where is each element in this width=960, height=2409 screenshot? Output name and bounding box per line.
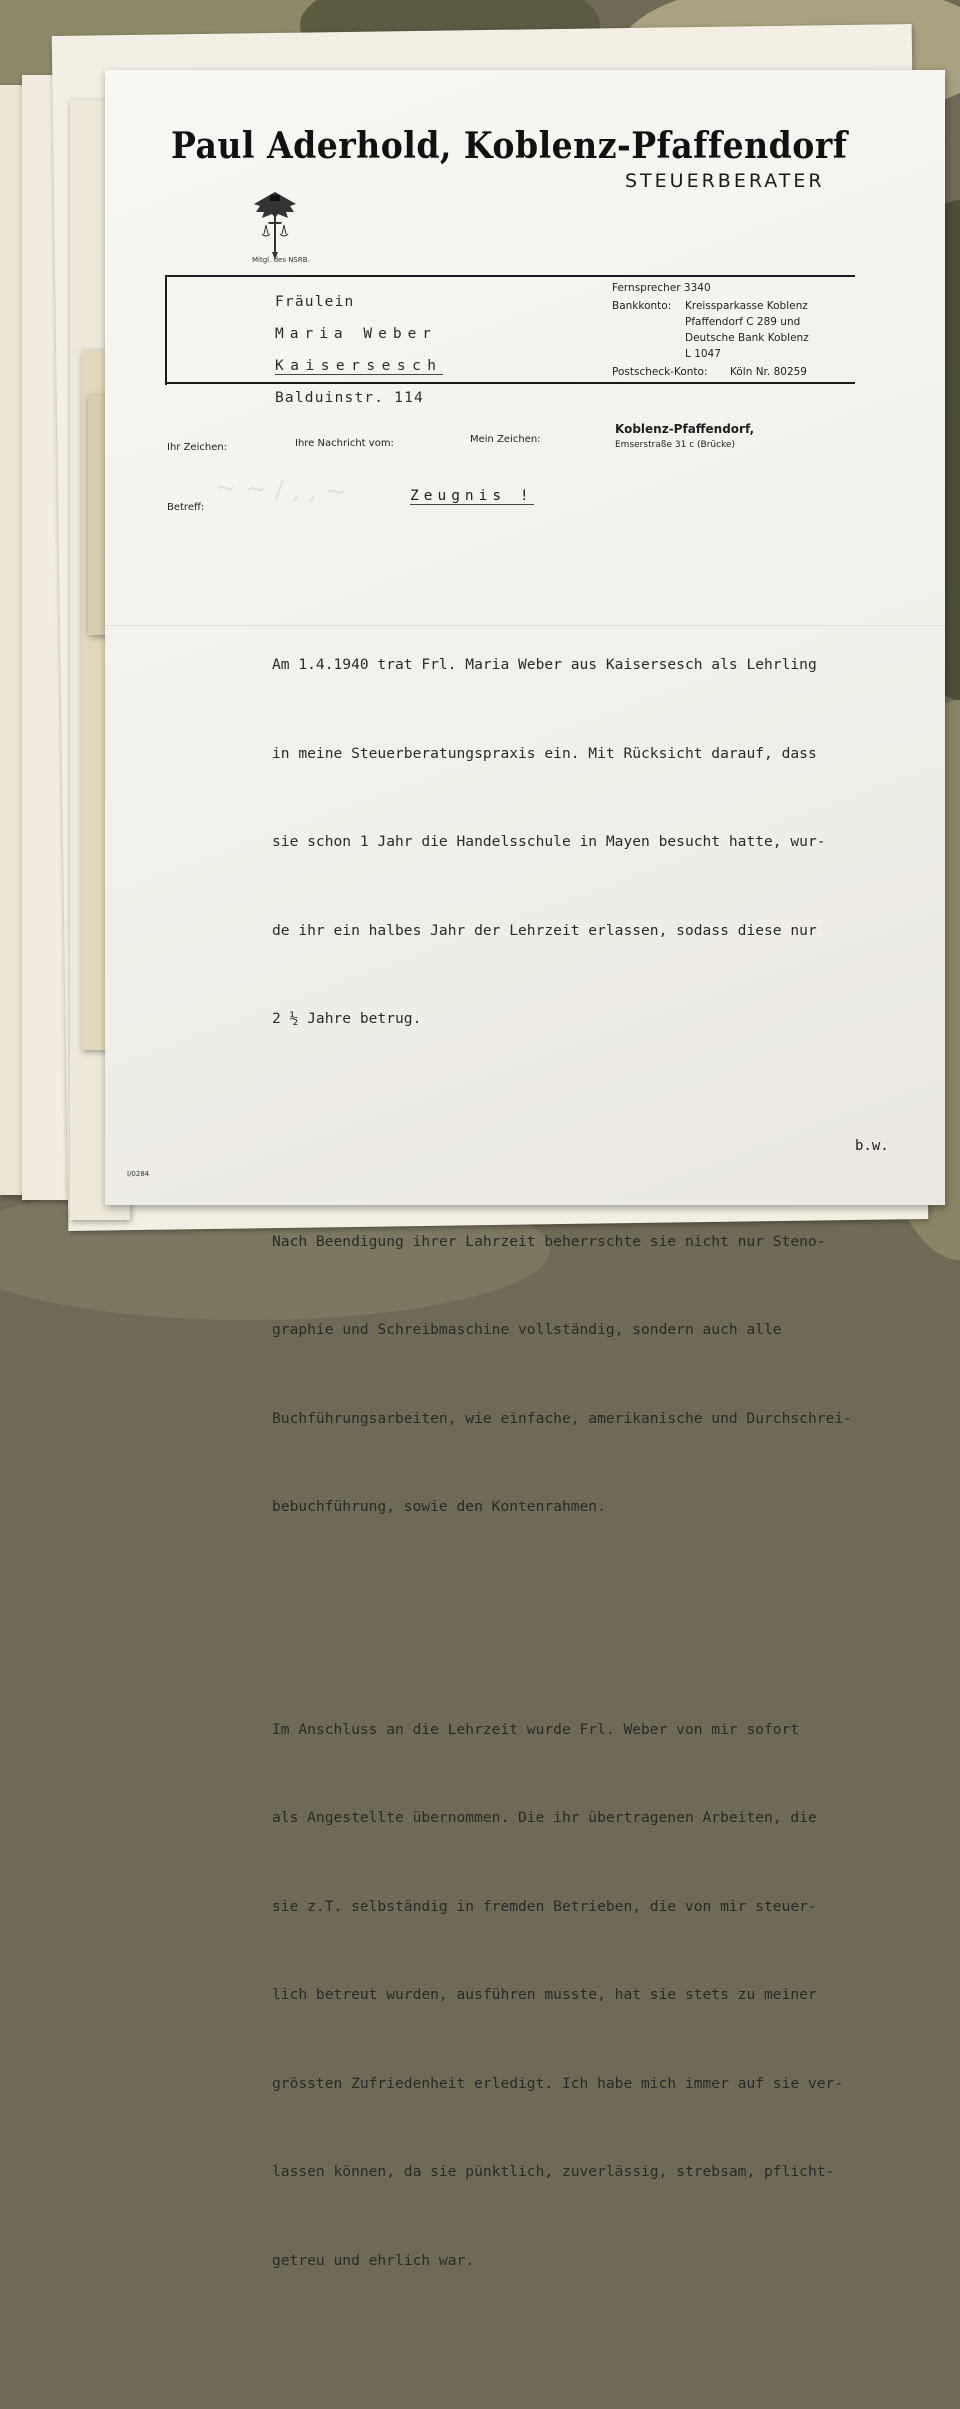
body-line: als Angestellte übernommen. Die ihr übertragenen Arbeiten, die [272,1809,817,1826]
body-line: Nach Beendigung ihrer Lahrzeit beherrschte sie nicht nur Steno- [272,1232,826,1250]
body-line: Buchführungsarbeiten, wie einfache, amerikanische und Durchschrei- [272,1409,852,1427]
bank-line: L 1047 [685,348,721,360]
postal-label: Postscheck-Konto: [612,366,708,378]
body-line: Am 1.4.1940 trat Frl. Maria Weber aus Kaisersesch als Lehrling [272,656,817,673]
recipient-street: Balduinstr. 114 [275,390,424,406]
bank-line: Pfaffendorf C 289 und [685,316,801,328]
body-line: 2 ½ Jahre betrug. [272,1010,422,1027]
letter-page [105,70,945,2269]
body-line: sie schon 1 Jahr die Handelsschule in Mayen besucht hatte, wur- [272,833,826,850]
body-line: sie z.T. selbständig in fremden Betrieben, die von mir steuer- [272,1897,817,1915]
continued-marker: b.w. [855,1138,889,1154]
eagle-emblem-icon [250,182,300,262]
postal-account: Köln Nr. 80259 [730,366,807,378]
your-message-label: Ihre Nachricht vom: [295,438,394,449]
recipient-salutation: Fräulein [275,294,355,310]
address-frame-left [165,275,167,385]
form-number: I/0284 [127,1170,150,1178]
subject-label: Betreff: [167,502,205,513]
body-line: getreu und ehrlich war. [272,2251,475,2269]
letter-body [272,532,932,2409]
bank-line: Deutsche Bank Koblenz [685,332,809,344]
body-line: de ihr ein halbes Jahr der Lehrzeit erlassen, sodass diese nur [272,921,817,939]
my-reference-label: Mein Zeichen: [470,434,541,445]
bank-label: Bankkonto: [612,300,672,312]
recipient-name: Maria Weber [275,326,438,342]
your-reference-label: Ihr Zeichen: [167,442,228,453]
body-line: Im Anschluss an die Lehrzeit wurde Frl. Weber von mir sofort [272,1720,800,1738]
body-line: lich betreut wurden, ausführen musste, hat sie stets zu meiner [272,1986,817,2003]
body-paragraph [272,591,932,1093]
body-line: graphie und Schreibmaschine vollständig, sondern auch alle [272,1321,782,1338]
sender-street: Emserstraße 31 c (Brücke) [615,440,735,450]
profession-title: STEUERBERATER [625,170,825,192]
emblem-caption: Mitgl. des NSRB. [252,256,310,264]
body-line: bebuchführung, sowie den Kontenrahmen. [272,1498,606,1515]
recipient-city: Kaisersesch [275,358,443,374]
letter-subject: Zeugnis ! [410,488,534,504]
body-line: grössten Zufriedenheit erledigt. Ich habe mich immer auf sie ver- [272,2074,844,2092]
address-frame-top [165,275,855,277]
bleed-through-handwriting: ~ ~ / , , ~ [214,472,348,508]
address-frame-bottom [165,382,855,384]
body-paragraph [272,1168,932,1581]
body-line: lassen können, da sie pünktlich, zuverlässig, strebsam, pflicht- [272,2163,835,2180]
sender-place: Koblenz-Pfaffendorf, [615,422,755,436]
body-line: in meine Steuerberatungspraxis ein. Mit Rücksicht darauf, dass [272,744,817,762]
phone-number: Fernsprecher 3340 [612,282,711,294]
company-name: Paul Aderhold, Koblenz-Pfaffendorf [171,125,848,167]
bank-line: Kreissparkasse Koblenz [685,300,808,312]
body-paragraph [272,1656,932,2335]
